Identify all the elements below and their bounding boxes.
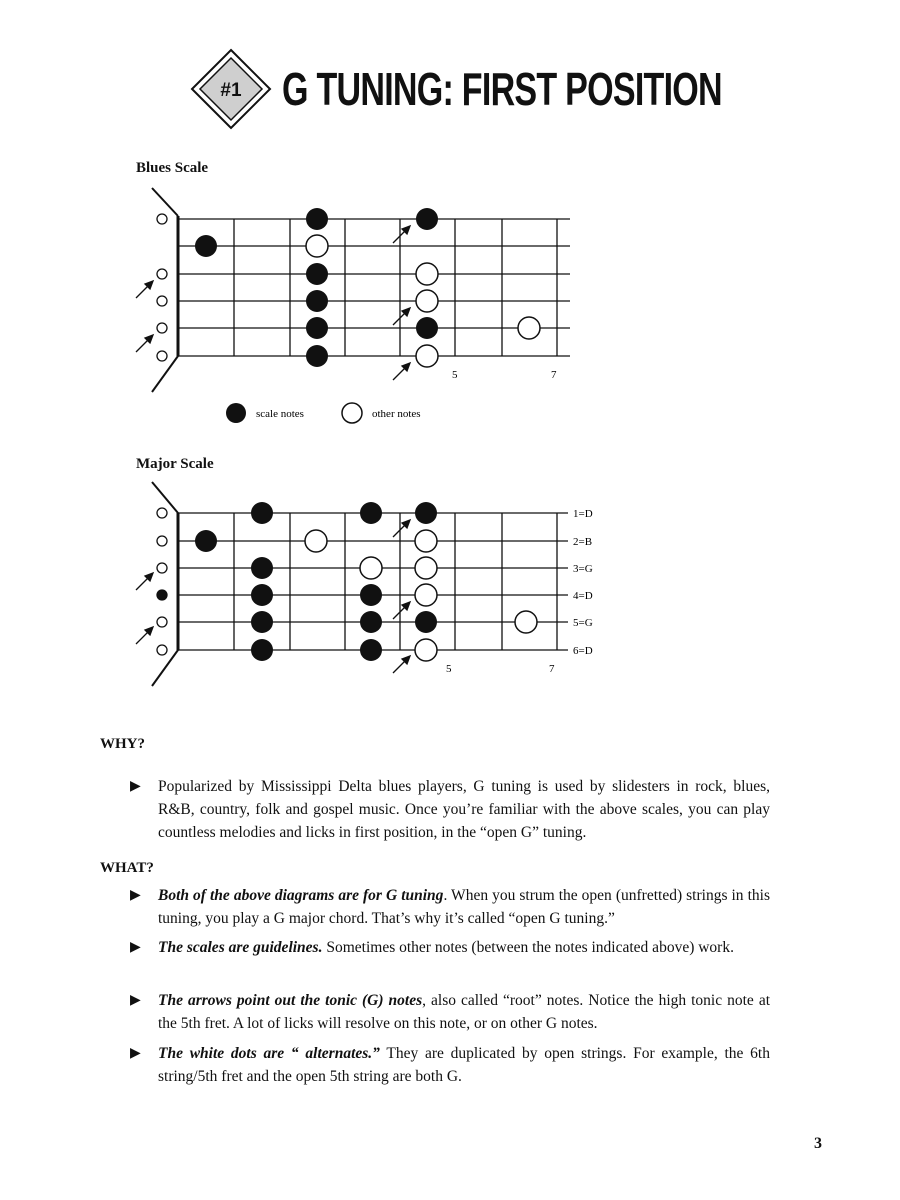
open-string-dot	[157, 269, 167, 279]
bullet-arrow-icon: ▶	[130, 778, 141, 794]
scale-note	[306, 208, 328, 230]
other-note	[415, 639, 437, 661]
other-note	[518, 317, 540, 339]
what-bullet	[130, 884, 770, 930]
bullet-arrow-icon: ▶	[130, 939, 141, 955]
what-bullet	[130, 989, 770, 1035]
what-heading: WHAT?	[100, 860, 154, 876]
scale-note	[306, 317, 328, 339]
open-string-dot	[157, 323, 167, 333]
section-number-badge	[190, 48, 272, 130]
scale-note	[360, 639, 382, 661]
string-label: 4=D	[573, 590, 593, 602]
fretboard-grid	[152, 482, 568, 686]
other-note	[415, 530, 437, 552]
fretboard-grid	[152, 188, 570, 392]
open-string-dot	[157, 351, 167, 361]
other-note	[415, 557, 437, 579]
why-heading: WHY?	[100, 736, 145, 752]
other-note	[306, 235, 328, 257]
scale-note	[251, 584, 273, 606]
bullet-lead: The arrows point out the tonic (G) notes	[158, 992, 423, 1009]
scale-note	[360, 611, 382, 633]
other-note	[515, 611, 537, 633]
string-label: 5=G	[573, 617, 593, 629]
scale-note	[195, 530, 217, 552]
scale-note	[360, 584, 382, 606]
bullet-lead: The white dots are “ alternates.”	[158, 1045, 380, 1062]
other-note	[415, 584, 437, 606]
tonic-arrow-icon	[136, 335, 153, 352]
fret-label: 5	[446, 663, 452, 675]
bullet-arrow-icon: ▶	[130, 1045, 141, 1061]
scale-note	[416, 208, 438, 230]
tonic-arrow-icon	[393, 520, 410, 537]
tonic-arrow-icon	[136, 627, 153, 644]
string-label: 3=G	[573, 563, 593, 575]
tonic-arrow-icon	[136, 281, 153, 298]
bullet-arrow-icon: ▶	[130, 992, 141, 1008]
string-label: 6=D	[573, 645, 593, 657]
why-bullet	[130, 775, 770, 844]
tonic-arrow-icon	[393, 656, 410, 673]
open-string-dot	[157, 214, 167, 224]
bullet-lead: Both of the above diagrams are for G tuning	[158, 887, 444, 904]
scale-note	[251, 502, 273, 524]
fret-label: 5	[452, 369, 458, 381]
bullet-text: . When you strum the open (unfretted) strings in this tuning, you play a G major chord. That’s why it’s called “open G tuning.”	[158, 887, 770, 927]
bullet-lead: The scales are guidelines.	[158, 939, 323, 956]
page-title: G TUNING: FIRST POSITION	[282, 63, 722, 115]
scale-note	[306, 290, 328, 312]
scale-note	[195, 235, 217, 257]
open-string-dot	[157, 508, 167, 518]
legend-scale-note-dot	[226, 403, 246, 423]
other-note	[416, 290, 438, 312]
open-string-dot	[157, 296, 167, 306]
open-string-dot	[157, 536, 167, 546]
scale-note	[251, 611, 273, 633]
legend-scale-notes: scale notes	[256, 408, 304, 420]
other-note	[416, 263, 438, 285]
other-note	[416, 345, 438, 367]
other-note	[360, 557, 382, 579]
major-scale-title: Major Scale	[136, 456, 214, 472]
tonic-arrow-icon	[393, 602, 410, 619]
scale-note	[251, 639, 273, 661]
scale-note	[306, 345, 328, 367]
blues-scale-title: Blues Scale	[136, 160, 209, 176]
badge-number: #1	[220, 80, 242, 101]
string-label: 2=B	[573, 536, 593, 548]
bullet-text: , also called “root” notes. Notice the high tonic note at the 5th fret. A lot of licks will resolve on this note, or on other G notes.	[158, 992, 770, 1032]
open-string-dot	[157, 645, 167, 655]
scale-note	[306, 263, 328, 285]
scale-note	[416, 317, 438, 339]
bullet-text: They are duplicated by open strings. For example, the 6th string/5th fret and the open 5th string are both G.	[158, 1045, 770, 1085]
fret-label: 7	[549, 663, 555, 675]
scale-note	[415, 502, 437, 524]
page-number: 3	[814, 1135, 822, 1152]
what-bullet	[130, 1042, 770, 1088]
tonic-arrow-icon	[136, 573, 153, 590]
open-string-dot	[157, 563, 167, 573]
bullet-text: Sometimes other notes (between the notes indicated above) work.	[322, 939, 734, 956]
what-bullet	[130, 936, 770, 959]
scale-note	[415, 611, 437, 633]
tonic-arrow-icon	[393, 308, 410, 325]
scale-note	[360, 502, 382, 524]
open-string-dot	[157, 617, 167, 627]
bullet-arrow-icon: ▶	[130, 887, 141, 903]
tonic-arrow-icon	[393, 226, 410, 243]
scale-note	[251, 557, 273, 579]
string-label: 1=D	[573, 508, 593, 520]
fret-label: 7	[551, 369, 557, 381]
tonic-arrow-icon	[393, 363, 410, 380]
open-string-dot	[157, 590, 167, 600]
legend-other-notes: other notes	[372, 408, 421, 420]
bullet-text: Popularized by Mississippi Delta blues players, G tuning is used by slidesters in rock, blues, R&B, country, folk and gospel music. Once you’re familiar with the above scales, you can play countless melodies and licks in first position, in the “open G” tuning.	[158, 778, 770, 841]
legend-other-note-dot	[342, 403, 362, 423]
other-note	[305, 530, 327, 552]
diamond-badge-icon	[190, 48, 272, 130]
